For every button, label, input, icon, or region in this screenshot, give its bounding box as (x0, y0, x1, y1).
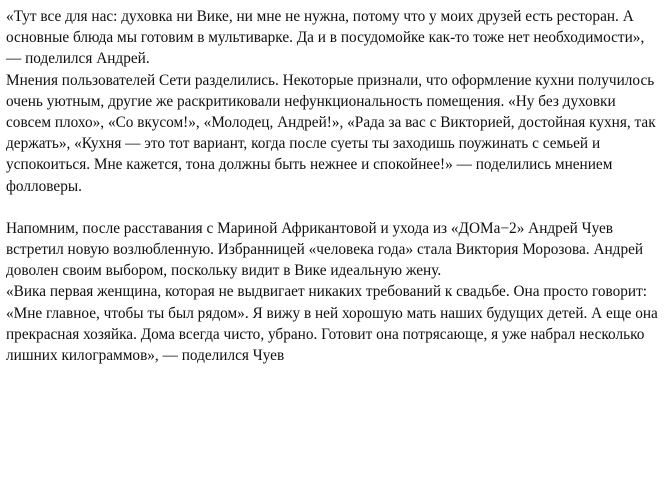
paragraph-spacer (6, 197, 660, 218)
paragraph-1: «Тут все для нас: духовка ни Вике, ни мне не нужна, потому что у моих друзей есть ресторан. А основные блюда мы готовим в мультиварке. Да и в посудомойке как-то тоже нет необходимости», — поделился Андрей. (6, 8, 645, 68)
article-body (6, 6, 660, 366)
paragraph-3: Напомним, после расставания с Мариной Африкантовой и ухода из «ДОМа−2» Андрей Чуев встретил новую возлюбленную. Избранницей «человека года» стала Виктория Морозова. Андрей доволен своим выбором, поскольку видит в Вике идеальную жену. (6, 219, 644, 280)
paragraph-4: «Вика первая женщина, которая не выдвигает никаких требований к свадьбе. Она просто говорит: «Мне главное, чтобы ты был рядом». Я вижу в ней хорошую мать наших будущих детей. А еще она прекрасная хозяйка. Дома всегда чисто, убрано. Готовит она потрясающе, я уже набрал несколько лишних килограммов», — поделился Чуев (6, 283, 658, 365)
paragraph-2: Мнения пользователей Сети разделились. Некоторые признали, что оформление кухни получилось очень уютным, другие же раскритиковали нефункциональность помещения. «Ну без духовки совсем плохо», «Со вкусом!», «Молодец, Андрей!», «Рада за вас с Викторией, достойная кухня, так держать», «Кухня — это тот вариант, когда после суеты ты заходишь поужинать с семьей и успокоиться. Мне кажется, тона должны быть нежнее и спокойнее!» — поделились мнением фолловеры. (6, 71, 656, 195)
